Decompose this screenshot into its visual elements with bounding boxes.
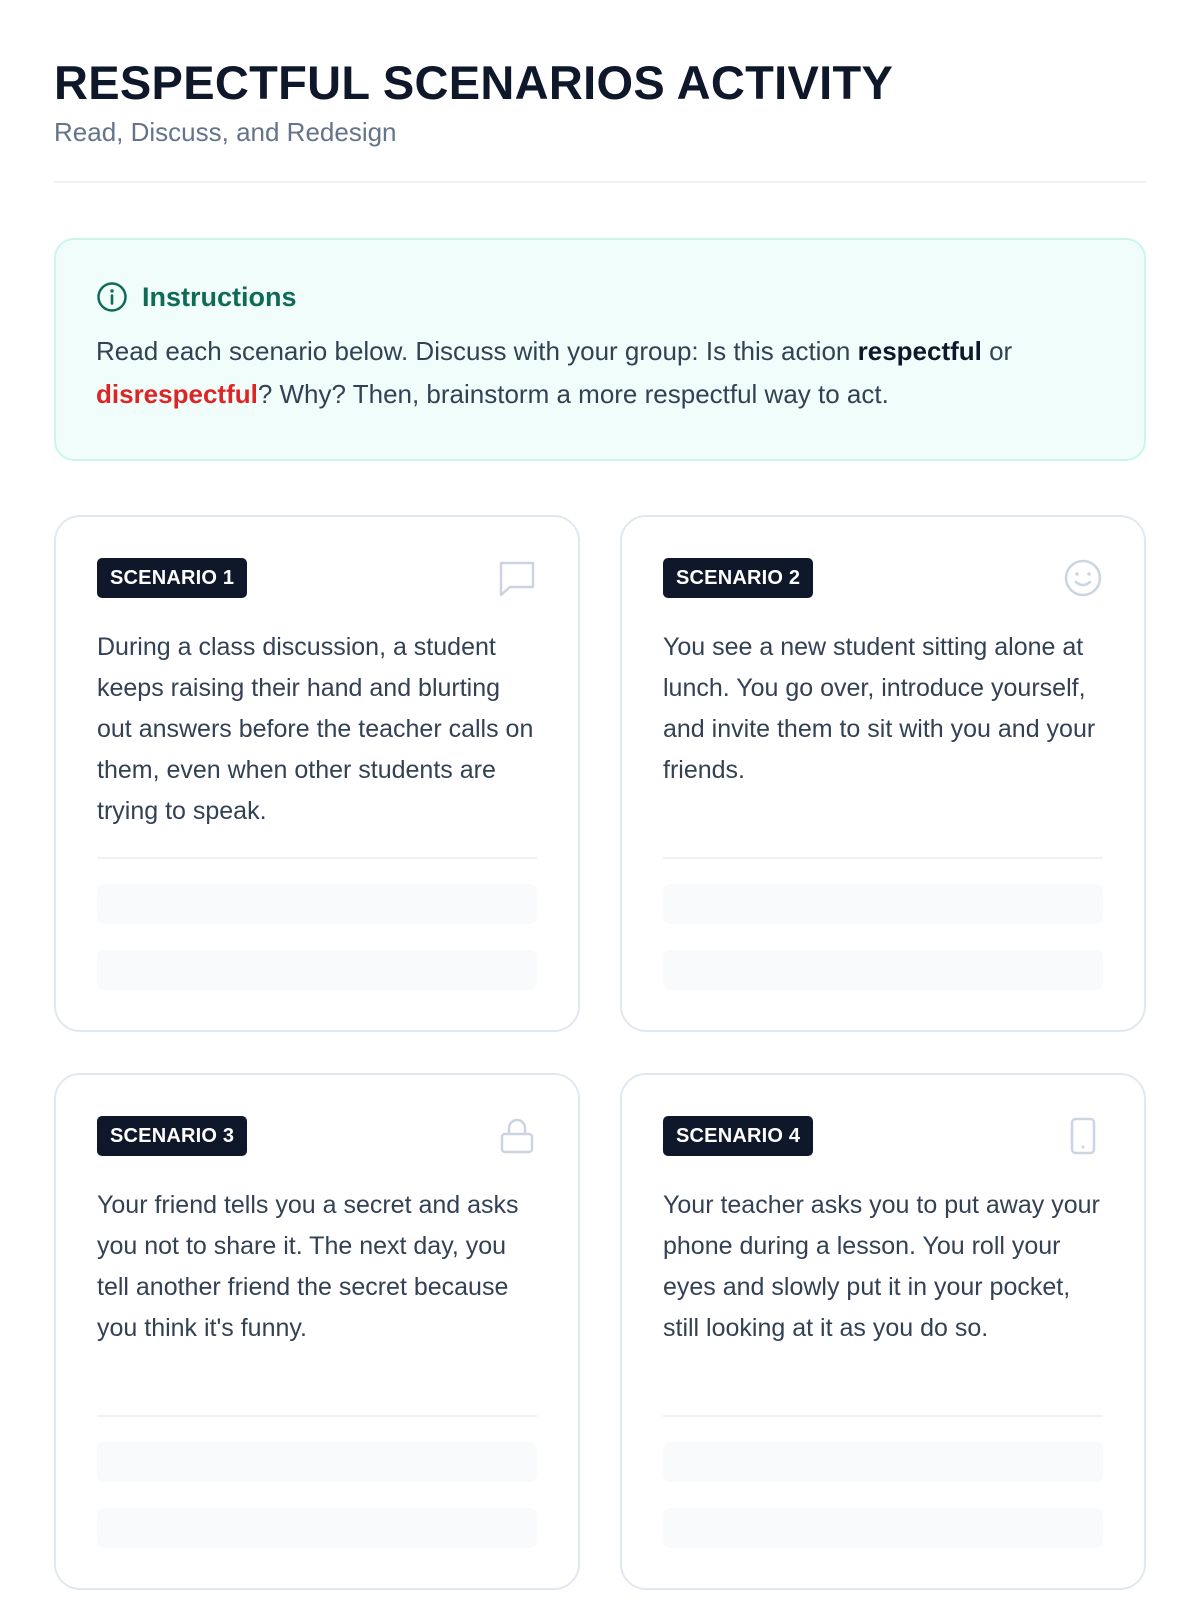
- scenario-card-4: [620, 1073, 1146, 1590]
- page-subtitle: Read, Discuss, and Redesign: [54, 117, 397, 147]
- chat-bubble-icon: [497, 558, 537, 598]
- response-field[interactable]: [97, 1508, 537, 1548]
- card-divider: [663, 1415, 1103, 1417]
- scenario-card-1: [54, 515, 580, 1032]
- instructions-text-part: or: [981, 336, 1013, 366]
- response-field[interactable]: [663, 884, 1103, 924]
- instructions-text: [96, 330, 1104, 416]
- card-divider: [97, 1415, 537, 1417]
- instructions-title: Instructions: [142, 281, 297, 312]
- response-field[interactable]: [663, 1508, 1103, 1548]
- instructions-text-part: Read each scenario below. Discuss with your group: Is this action: [96, 336, 858, 366]
- response-field[interactable]: [663, 1442, 1103, 1482]
- scenario-card-2: [620, 515, 1146, 1032]
- keyword-respectful: respectful: [857, 336, 982, 366]
- page-header: [54, 56, 1146, 148]
- keyword-disrespectful: disrespectful: [96, 379, 258, 409]
- header-divider: [54, 181, 1146, 183]
- scenario-badge: SCENARIO 4: [663, 1116, 813, 1156]
- response-field[interactable]: [97, 884, 537, 924]
- scenario-text: During a class discussion, a student keeps raising their hand and blurting out answers before the teacher calls on them, even when other students are trying to speak.: [97, 633, 534, 825]
- scenario-badge: SCENARIO 1: [97, 558, 247, 598]
- response-field[interactable]: [97, 950, 537, 990]
- response-field[interactable]: [97, 1442, 537, 1482]
- smiley-face-icon: [1063, 558, 1103, 598]
- scenario-text: Your friend tells you a secret and asks you not to share it. The next day, you tell another friend the secret because you think it's funny.: [97, 1191, 519, 1342]
- card-divider: [663, 857, 1103, 859]
- scenario-badge: SCENARIO 2: [663, 558, 813, 598]
- info-icon: [96, 281, 128, 313]
- scenario-text: Your teacher asks you to put away your phone during a lesson. You roll your eyes and slowly put it in your pocket, still looking at it as you do so.: [663, 1191, 1100, 1342]
- scenario-badge: SCENARIO 3: [97, 1116, 247, 1156]
- instructions-text-part: ? Why? Then, brainstorm a more respectful way to act.: [257, 379, 889, 409]
- scenario-card-3: [54, 1073, 580, 1590]
- instructions-panel: [54, 238, 1146, 461]
- response-field[interactable]: [663, 950, 1103, 990]
- phone-icon: [1063, 1116, 1103, 1156]
- page-title: RESPECTFUL SCENARIOS ACTIVITY: [54, 56, 894, 109]
- card-divider: [97, 857, 537, 859]
- lock-icon: [497, 1116, 537, 1156]
- scenario-text: You see a new student sitting alone at lunch. You go over, introduce yourself, and invite them to sit with you and your friends.: [663, 633, 1096, 784]
